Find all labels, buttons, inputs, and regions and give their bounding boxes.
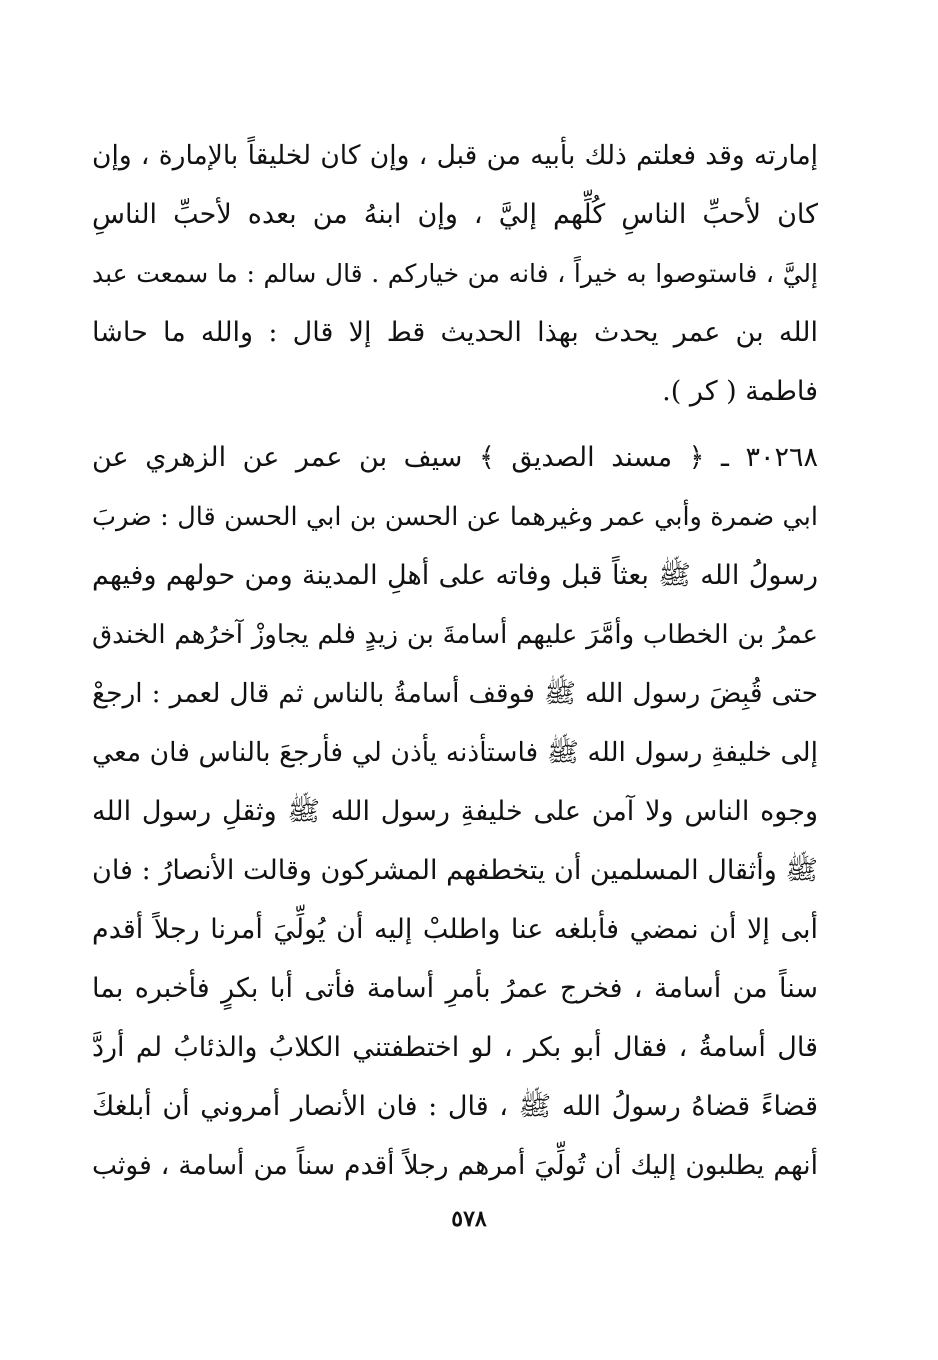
text-line: إلى خليفةِ رسول الله ﷺ فاستأذنه يأذن لي فأرجعَ بالناس فان معي — [92, 737, 818, 768]
text-line: سناً من أسامة ، فخرج عمرُ بأمرِ أسامة فأتى أبا بكرٍ فأخبره بما — [92, 973, 818, 1004]
page-number: ٥٧٨ — [451, 1206, 487, 1232]
text-line: إليَّ ، فاستوصوا به خيراً ، فانه من خياركم . قال سالم : ما سمعت عبد — [92, 259, 818, 288]
text-line: فاطمة ( كر ). — [662, 376, 818, 407]
text-line: أبى إلا أن نمضي فأبلغه عنا واطلبْ إليه أن يُولِّيَ أمرنا رجلاً أقدم — [92, 914, 818, 945]
text-line: كان لأحبِّ الناسِ كُلِّهم إليَّ ، وإن ابنهُ من بعده لأحبِّ الناسِ — [92, 199, 818, 230]
paragraph-continuation — [92, 126, 818, 426]
text-line: قضاءً قضاهُ رسولُ الله ﷺ ، قال : فان الأنصار أمروني أن أبلغكَ — [92, 1091, 818, 1122]
text-line: ﷺ وأثقال المسلمين أن يتخطفهم المشركون وقالت الأنصارُ : فان — [92, 855, 818, 886]
text-line: ابي ضمرة وأبي عمر وغيرهما عن الحسن بن ابي الحسن قال : ضربَ — [92, 502, 818, 532]
text-line: أنهم يطلبون إليك أن تُولِّيَ أمرهم رجلاً أقدم سناً من أسامة ، فوثب — [92, 1150, 818, 1181]
text-line: وجوه الناس ولا آمن على خليفةِ رسول الله ﷺ وثقلِ رسول الله — [92, 796, 818, 827]
hadith-heading-line: ٣٠٢٦٨ ـ ﴿ مسند الصديق ﴾ سيف بن عمر عن الزهري عن — [92, 442, 818, 473]
text-line: حتى قُبِضَ رسول الله ﷺ فوقف أسامةُ بالناس ثم قال لعمر : ارجعْ — [92, 678, 818, 709]
text-line: إمارته وقد فعلتم ذلك بأبيه من قبل ، وإن كان لخليقاً بالإمارة ، وإن — [92, 140, 818, 171]
text-line: الله بن عمر يحدث بهذا الحديث قط إلا قال : والله ما حاشا — [92, 317, 818, 348]
text-line: قال أسامةُ ، فقال أبو بكر ، لو اختطفتني الكلابُ والذئابُ لم أردَّ — [92, 1032, 818, 1063]
text-line: رسولُ الله ﷺ بعثاً قبل وفاته على أهلِ المدينة ومن حولهم وفيهم — [92, 560, 818, 591]
hadith-30268 — [92, 428, 818, 1198]
text-line: عمرُ بن الخطاب وأمَّرَ عليهم أسامةَ بن زيدٍ فلم يجاوزْ آخرُهم الخندق — [92, 620, 818, 650]
